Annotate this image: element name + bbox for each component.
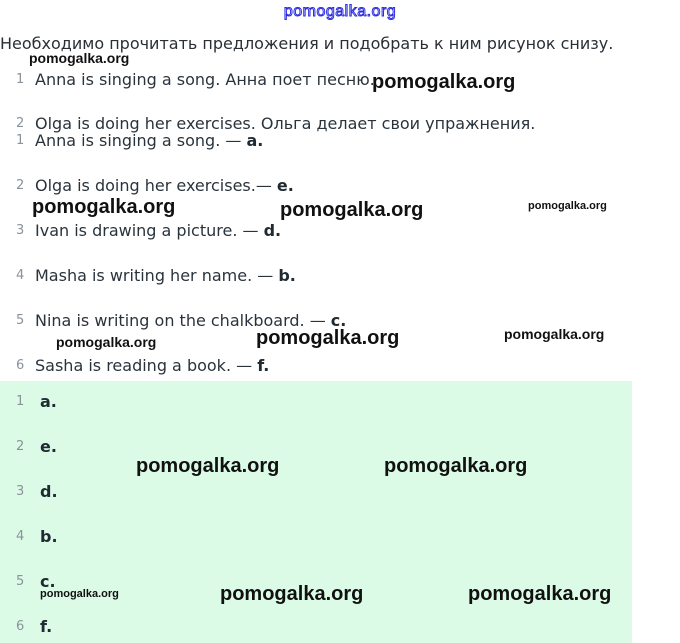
line-number: 2 — [16, 116, 25, 131]
watermark: pomogalka.org — [220, 583, 364, 605]
answer-letter: e. — [40, 437, 57, 456]
line-number: 3 — [16, 484, 25, 499]
site-title[interactable]: pomogalka.org — [283, 3, 397, 20]
line-number: 2 — [16, 178, 25, 193]
line-number: 4 — [16, 268, 25, 283]
watermark: pomogalka.org — [29, 50, 130, 66]
watermark: pomogalka.org — [136, 455, 280, 477]
line-number: 1 — [16, 72, 25, 87]
sentence-text: Nina is writing on the chalkboard. — — [35, 311, 331, 330]
watermark: pomogalka.org — [372, 71, 516, 93]
line-number: 1 — [16, 394, 25, 409]
line-number: 2 — [16, 439, 25, 454]
sentence-answer: d. — [263, 221, 282, 240]
sentence-answer: e. — [276, 176, 294, 195]
sentence-answer: c. — [330, 311, 347, 330]
sentence-text: Anna is singing a song. — — [35, 131, 247, 150]
line-number: 5 — [16, 313, 25, 328]
watermark: pomogalka.org — [384, 455, 528, 477]
watermark: pomogalka.org — [56, 334, 157, 350]
sentence-text: Sasha is reading a book. — — [35, 356, 258, 375]
line-text: Olga is doing her exercises. Ольга делает свои упражнения. — [35, 114, 536, 133]
line-number: 1 — [16, 133, 25, 148]
sentence-answer: f. — [257, 356, 270, 375]
watermark: pomogalka.org — [32, 196, 176, 218]
sentence-text: Ivan is drawing a picture. — — [35, 221, 264, 240]
answer-letter: f. — [40, 617, 53, 636]
line-number: 5 — [16, 574, 25, 589]
sentence-answer: a. — [246, 131, 264, 150]
watermark: pomogalka.org — [256, 327, 400, 349]
watermark: pomogalka.org — [280, 199, 424, 221]
sentence-text: Olga is doing her exercises.— — [35, 176, 277, 195]
line-number: 3 — [16, 223, 25, 238]
line-number: 6 — [16, 619, 25, 634]
watermark: pomogalka.org — [504, 326, 605, 342]
watermark: pomogalka.org — [528, 200, 607, 212]
line-text: Anna is singing a song. Анна поет песню. — [35, 70, 375, 89]
line-number: 4 — [16, 529, 25, 544]
sentence-answer: b. — [278, 266, 296, 285]
answer-letter: c. — [40, 572, 56, 591]
clipped-line-container — [0, 112, 680, 133]
answer-letter: a. — [40, 392, 57, 411]
watermark: pomogalka.org — [40, 588, 119, 600]
watermark: pomogalka.org — [468, 583, 612, 605]
answer-letter: d. — [40, 482, 58, 501]
task-instruction: Необходимо прочитать предложения и подобрать к ним рисунок снизу. — [0, 34, 614, 53]
line-number: 6 — [16, 358, 25, 373]
sentence-text: Masha is writing her name. — — [35, 266, 279, 285]
answer-letter: b. — [40, 527, 58, 546]
